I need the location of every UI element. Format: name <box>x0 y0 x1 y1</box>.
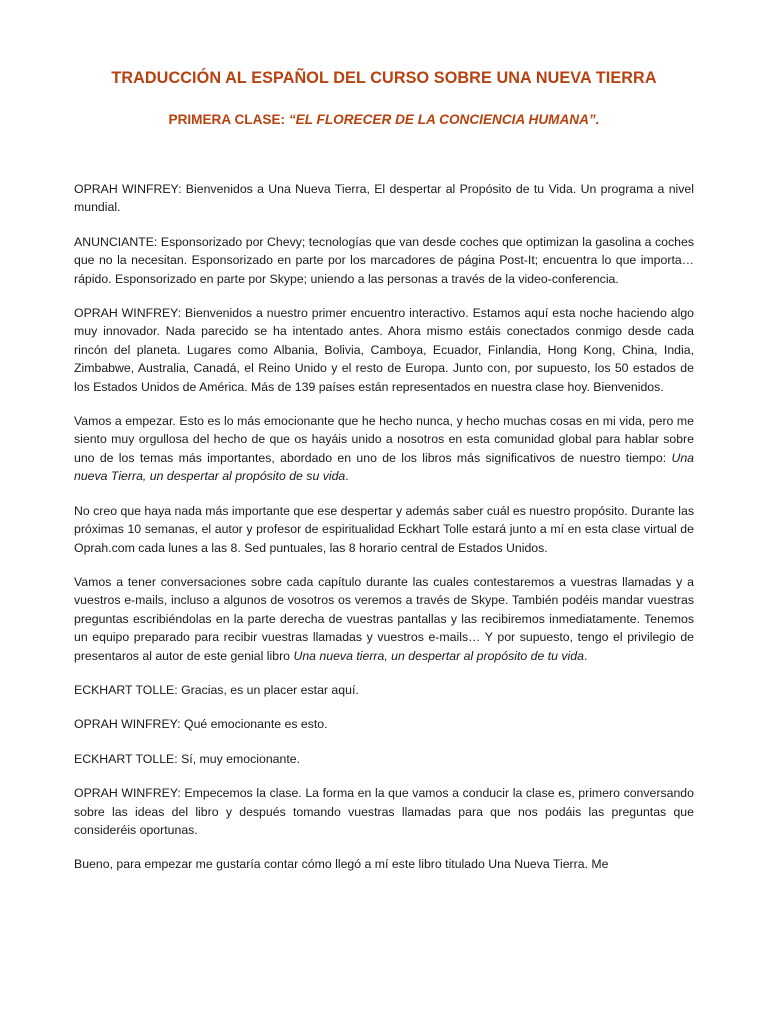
document-title: TRADUCCIÓN AL ESPAÑOL DEL CURSO SOBRE UNA NUEVA TIERRA <box>111 69 657 87</box>
subtitle-prefix: PRIMERA CLASE: <box>168 112 289 127</box>
paragraph <box>74 233 694 288</box>
paragraph-text: No creo que haya nada más importante que ese despertar y además saber cuál es nuestro propósito. Durante las próximas 10 semanas, el autor y profesor de espiritualidad Eckhart Tolle estará junto a mí en esta clase virtual de Oprah.com cada lunes a las 8. Sed puntuales, las 8 horario central de Estados Unidos. <box>74 503 694 555</box>
paragraph-end: . <box>583 648 588 663</box>
paragraph <box>74 573 694 665</box>
paragraph-text: ECKHART TOLLE: Sí, muy emocionante. <box>74 751 301 766</box>
document-subtitle <box>74 110 694 130</box>
paragraph <box>74 855 694 873</box>
book-title-italic: Una nueva Tierra, un despertar al propósito de su vida <box>74 450 694 484</box>
paragraph-text: OPRAH WINFREY: Empecemos la clase. La forma en la que vamos a conducir la clase es, primero conversando sobre las ideas del libro y después tomando vuestras llamadas para que nos podáis las preguntas que consideréis oportunas. <box>74 786 694 837</box>
paragraph-text: Vamos a tener conversaciones sobre cada capítulo durante las cuales contestaremos a vuestras llamadas y a vuestros e-mails, incluso a algunos de vosotros os veremos a través de Skype. También podéis mandar vuestras preguntas escribiéndolas en la parte derecha de vuestras pantallas y las recibiremos inmediatamente. Tenemos un equipo preparado para recibir vuestras llamadas y vuestros e-mails… Y por supuesto, tengo el privilegio de presentaros al autor de este genial libro <box>74 574 694 663</box>
paragraph <box>74 715 694 733</box>
book-title-italic: Una nueva tierra, un despertar al propósito de tu vida <box>293 648 584 663</box>
paragraph-end: . <box>345 469 349 484</box>
paragraph-text: OPRAH WINFREY: Qué emocionante es esto. <box>74 717 328 732</box>
paragraph-text: OPRAH WINFREY: Bienvenidos a Una Nueva Tierra, El despertar al Propósito de tu Vida. Un programa a nivel mundial. <box>74 182 694 215</box>
paragraph-text: Bueno, para empezar me gustaría contar cómo llegó a mí este libro titulado Una Nueva Tierra. Me <box>74 857 609 872</box>
paragraph <box>74 412 694 486</box>
paragraph-text: ANUNCIANTE: Esponsorizado por Chevy; tecnologías que van desde coches que optimizan la gasolina a coches que no la necesitan. Esponsorizado en parte por los marcadores de página Post-It; encuentra lo que importa… rápido. Esponsorizado en parte por Skype; uniendo a las personas a través de la video-conferencia. <box>74 234 694 286</box>
subtitle-italic: “EL FLORECER DE LA CONCIENCIA HUMANA”. <box>288 112 600 127</box>
paragraph <box>74 502 694 557</box>
document-page <box>74 66 694 890</box>
paragraph <box>74 304 694 396</box>
paragraph <box>74 681 694 699</box>
paragraph-text: ECKHART TOLLE: Gracias, es un placer estar aquí. <box>74 682 359 697</box>
paragraph <box>74 180 694 217</box>
paragraph <box>74 750 694 768</box>
document-body <box>74 180 694 874</box>
paragraph-text: OPRAH WINFREY: Bienvenidos a nuestro primer encuentro interactivo. Estamos aquí esta noche haciendo algo muy innovador. Nada parecido se ha intentado antes. Ahora mismo estáis conectados conmigo desde cada rincón del planeta. Lugares como Albania, Bolivia, Camboya, Ecuador, Finlandia, Hong Kong, China, India, Zimbabwe, Australia, Canadá, el Reino Unido y el resto de Europa. Junto con, por supuesto, los 50 estados de los Estados Unidos de América. Más de 139 países están representados en nuestra clase hoy. Bienvenidos. <box>74 306 694 394</box>
paragraph <box>74 784 694 839</box>
paragraph-text: Vamos a empezar. Esto es lo más emocionante que he hecho nunca, y hecho muchas cosas en mi vida, pero me siento muy orgullosa del hecho de que os hayáis unido a nosotros en esta comunidad global para hablar sobre uno de los temas más importantes, abordado en uno de los libros más significativos de nuestro tiempo: <box>74 414 694 465</box>
